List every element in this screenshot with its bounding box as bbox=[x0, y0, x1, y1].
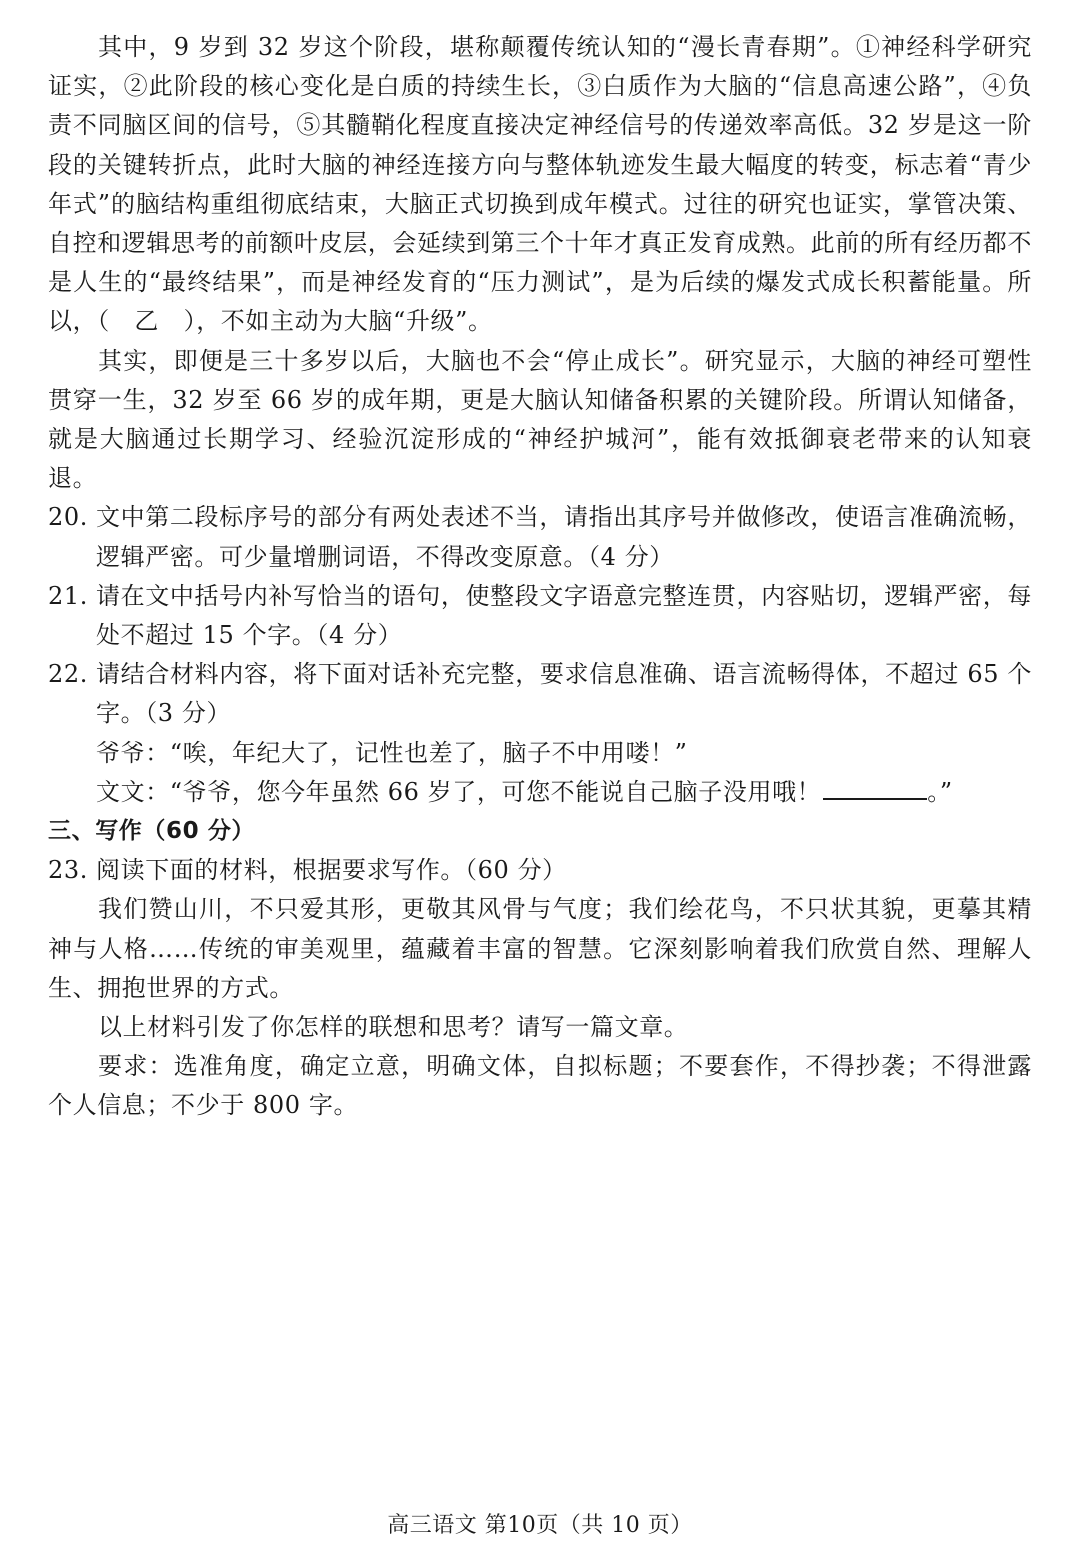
question-number: 21. bbox=[48, 581, 88, 610]
question-number: 22. bbox=[48, 660, 88, 689]
dialog-close-quote: 。” bbox=[927, 777, 953, 806]
dialog-text: 文文：“爷爷，您今年虽然 66 岁了，可您不能说自己脑子没用哦！ bbox=[96, 777, 822, 806]
question-text: 请在文中括号内补写恰当的语句，使整段文字语意完整连贯，内容贴切，逻辑严密，每处不超过 15 个字。（4 分） bbox=[96, 581, 1032, 650]
writing-requirements: 要求：选准角度，确定立意，明确文体，自拟标题；不要套作，不得抄袭；不得泄露个人信息；不少于 800 字。 bbox=[48, 1052, 1032, 1120]
question-number: 20. bbox=[48, 503, 88, 532]
dialog-line-wenwen bbox=[48, 773, 1032, 812]
section-heading-writing: 三、写作（60 分） bbox=[48, 818, 256, 845]
question-23 bbox=[48, 851, 1032, 890]
question-number: 23. bbox=[48, 856, 88, 885]
page-footer: 高三语文 第10页（共 10 页） bbox=[387, 1513, 693, 1538]
writing-prompt: 以上材料引发了你怎样的联想和思考？请写一篇文章。 bbox=[98, 1013, 689, 1042]
question-22 bbox=[48, 655, 1032, 733]
question-text: 请结合材料内容，将下面对话补充完整，要求信息准确、语言流畅得体，不超过 65 个字。（3 分） bbox=[96, 660, 1032, 728]
question-20 bbox=[48, 498, 1032, 576]
writing-material: 我们赞山川，不只爱其形，更敬其风骨与气度；我们绘花鸟，不只状其貌，更摹其精神与人格……传统的审美观里，蕴藏着丰富的智慧。它深刻影响着我们欣赏自然、理解人生、拥抱世界的方式。 bbox=[48, 895, 1032, 1002]
question-text: 文中第二段标序号的部分有两处表述不当，请指出其序号并做修改，使语言准确流畅，逻辑严密。可少量增删词语，不得改变原意。（4 分） bbox=[96, 503, 1032, 571]
question-text: 阅读下面的材料，根据要求写作。（60 分） bbox=[96, 856, 567, 885]
passage-paragraph-1: 其中，9 岁到 32 岁这个阶段，堪称颠覆传统认知的“漫长青春期”。①神经科学研究证实，②此阶段的核心变化是白质的持续生长，③白质作为大脑的“信息高速公路”，④负责不同脑区间的信号，⑤其髓鞘化程度直接决定神经信号的传递效率高低。32 岁是这一阶段的关键转折点，此时大脑的神经连接方向与整体轨迹发生最大幅度的转变，标志着“青少年式”的脑结构重组彻底结束，大脑正式切换到成年模式。过往的研究也证实，掌管决策、自控和逻辑思考的前额叶皮层，会延续到第三个十年才真正发育成熟。此前的所有经历都不是人生的“最终结果”，而是神经发育的“压力测试”，是为后续的爆发式成长积蓄能量。所以，（ 乙 ），不如主动为大脑“升级”。 bbox=[48, 33, 1032, 336]
question-21 bbox=[48, 577, 1032, 655]
exam-page bbox=[48, 28, 1032, 1126]
dialog-line-grandpa: 爷爷：“唉，年纪大了，记性也差了，脑子不中用喽！” bbox=[96, 738, 688, 767]
answer-blank bbox=[823, 776, 927, 800]
passage-paragraph-2: 其实，即便是三十多岁以后，大脑也不会“停止成长”。研究显示，大脑的神经可塑性贯穿一生，32 岁至 66 岁的成年期，更是大脑认知储备积累的关键阶段。所谓认知储备，就是大脑通过长期学习、经验沉淀形成的“神经护城河”，能有效抵御衰老带来的认知衰退。 bbox=[48, 346, 1032, 493]
